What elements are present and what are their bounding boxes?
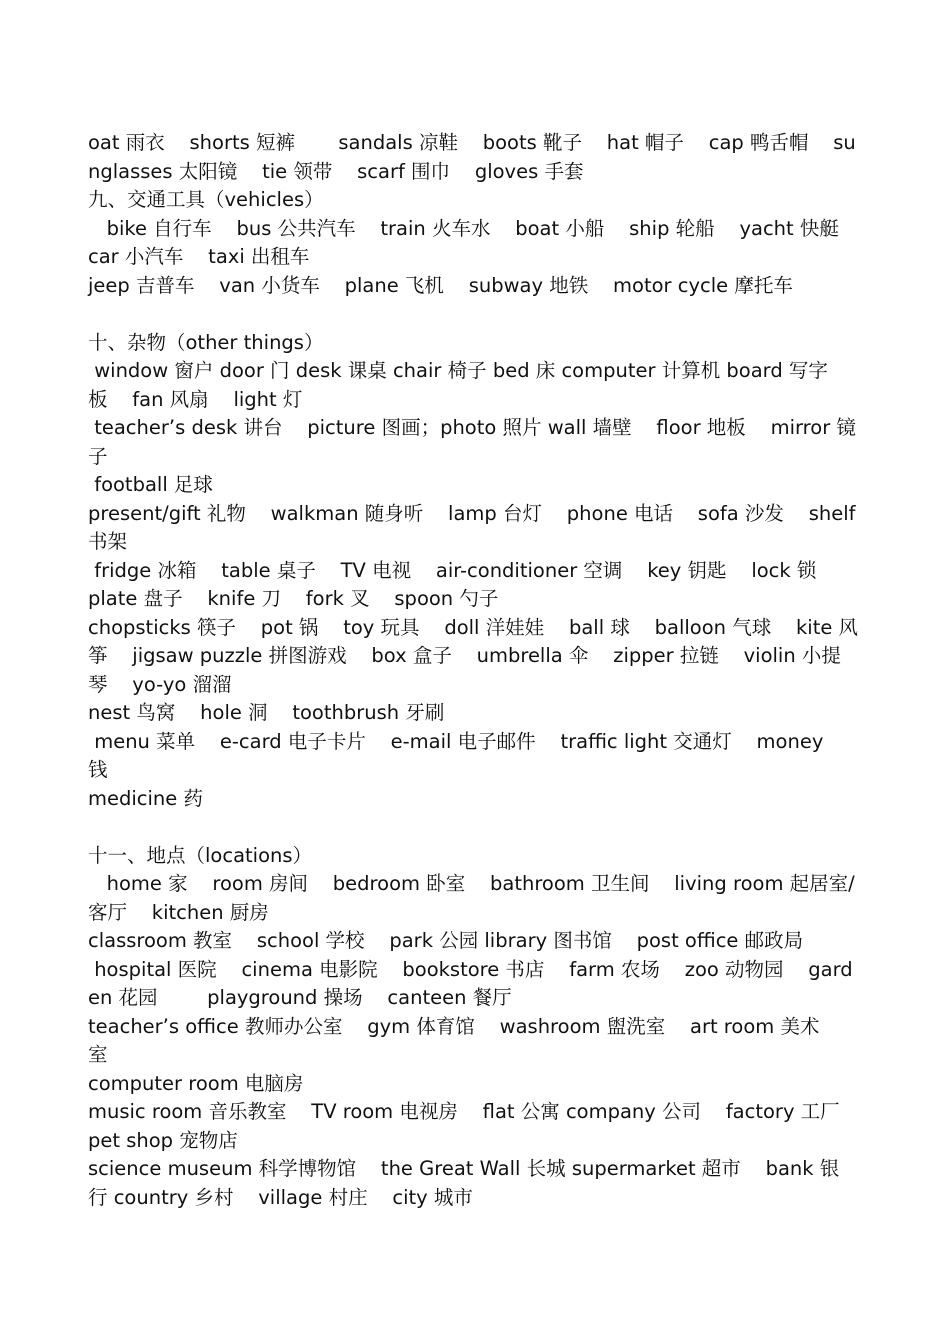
- text-line: 书架: [88, 530, 128, 553]
- text-line: teacher’s desk 讲台 picture 图画；photo 照片 wall 墙壁 floor 地板 mirror 镜: [88, 416, 856, 439]
- text-line: 室: [88, 1043, 108, 1066]
- blank-line: [88, 813, 860, 842]
- text-line: 客厅 kitchen 厨房: [88, 900, 269, 924]
- text-line: nest 鸟窝 hole 洞 toothbrush 牙刷: [88, 701, 445, 724]
- text-line: classroom 教室 school 学校 park 公园 library 图书馆 post office 邮政局: [88, 929, 804, 952]
- blank-line: [88, 300, 860, 329]
- text-line: medicine 药: [88, 786, 203, 810]
- text-line: 板 fan 风扇 light 灯: [88, 387, 303, 411]
- text-line: 子: [88, 444, 108, 468]
- text-line: science museum 科学博物馆 the Great Wall 长城 supermarket 超市 bank 银: [88, 1157, 840, 1180]
- text-line: oat 雨衣 shorts 短裤 sandals 凉鞋 boots 靴子 hat 帽子 cap 鸭舌帽 su: [88, 131, 856, 154]
- text-line: 筝 jigsaw puzzle 拼图游戏 box 盒子 umbrella 伞 zipper 拉链 violin 小提: [88, 644, 841, 667]
- text-line: football 足球: [88, 473, 213, 496]
- text-line: jeep 吉普车 van 小货车 plane 飞机 subway 地铁 motor cycle 摩托车: [88, 273, 793, 297]
- text-line: nglasses 太阳镜 tie 领带 scarf 围巾 gloves 手套: [88, 159, 584, 183]
- text-line: hospital 医院 cinema 电影院 bookstore 书店 farm 农场 zoo 动物园 gard: [88, 957, 853, 981]
- text-line: 十、杂物（other things）: [88, 330, 324, 354]
- text-line: home 家 room 房间 bedroom 卧室 bathroom 卫生间 living room 起居室/: [88, 872, 855, 895]
- text-line: 九、交通工具（vehicles）: [88, 188, 324, 211]
- text-line: present/gift 礼物 walkman 随身听 lamp 台灯 phone 电话 sofa 沙发 shelf: [88, 501, 856, 525]
- text-line: 十一、地点（locations）: [88, 843, 313, 867]
- text-line: en 花园 playground 操场 canteen 餐厅: [88, 986, 512, 1009]
- text-line: fridge 冰箱 table 桌子 TV 电视 air-conditioner 空调 key 钥匙 lock 锁: [88, 558, 817, 582]
- text-line: 琴 yo-yo 溜溜: [88, 672, 232, 696]
- text-line: teacher’s office 教师办公室 gym 体育馆 washroom 盥洗室 art room 美术: [88, 1014, 820, 1038]
- text-line: computer room 电脑房: [88, 1071, 304, 1095]
- text-line: 钱: [88, 758, 108, 781]
- text-line: window 窗户 door 门 desk 课桌 chair 椅子 bed 床 computer 计算机 board 写字: [88, 359, 828, 382]
- text-line: menu 菜单 e-card 电子卡片 e-mail 电子邮件 traffic light 交通灯 money: [88, 729, 824, 753]
- text-line: bike 自行车 bus 公共汽车 train 火车水 boat 小船 ship 轮船 yacht 快艇: [88, 216, 839, 240]
- text-line: 行 country 乡村 village 村庄 city 城市: [88, 1185, 473, 1209]
- text-line: pet shop 宠物店: [88, 1128, 238, 1152]
- text-line: chopsticks 筷子 pot 锅 toy 玩具 doll 洋娃娃 ball 球 balloon 气球 kite 风: [88, 615, 859, 639]
- text-line: car 小汽车 taxi 出租车: [88, 245, 310, 268]
- text-line: music room 音乐教室 TV room 电视房 flat 公寓 company 公司 factory 工厂: [88, 1100, 840, 1123]
- document-body: [88, 129, 860, 1212]
- text-line: plate 盘子 knife 刀 fork 叉 spoon 勺子: [88, 587, 499, 610]
